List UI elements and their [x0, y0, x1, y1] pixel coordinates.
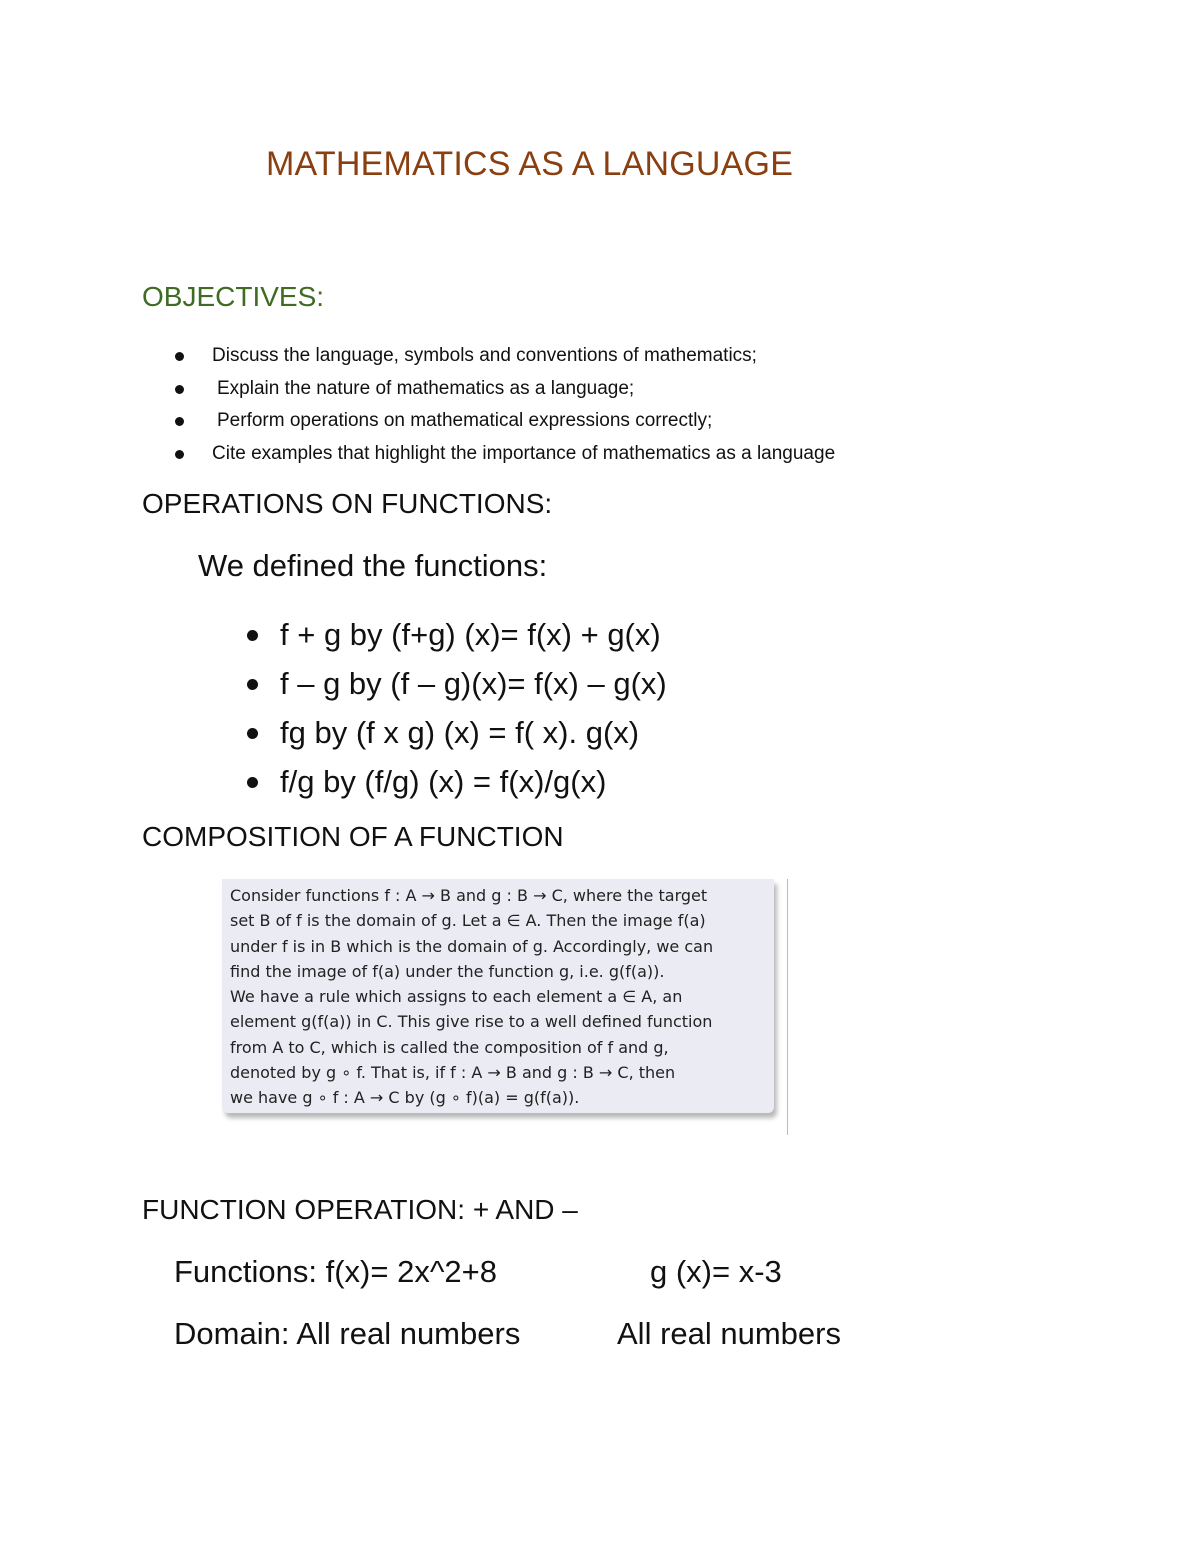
objective-item: Cite examples that highlight the importance of mathematics as a language [170, 438, 835, 471]
composition-line: under f is in B which is the domain of g. Accordingly, we can [230, 936, 714, 956]
functions-label: Functions: f(x)= 2x^2+8 [174, 1254, 497, 1289]
operations-heading: OPERATIONS ON FUNCTIONS: [142, 488, 553, 519]
composition-line: denoted by g ∘ f. That is, if f : A → B and g : B → C, then [230, 1063, 676, 1083]
operation-item: f – g by (f – g)(x)= f(x) – g(x) [244, 659, 667, 708]
operation-item: fg by (f x g) (x) = f( x). g(x) [244, 708, 667, 757]
page-title: MATHEMATICS AS A LANGUAGE [266, 145, 794, 183]
objective-item: Perform operations on mathematical expressions correctly; [170, 405, 835, 438]
composition-heading: COMPOSITION OF A FUNCTION [142, 821, 564, 852]
composition-line: we have g ∘ f : A → C by (g ∘ f)(a) = g(f(a)). [230, 1088, 580, 1108]
operation-item: f/g by (f/g) (x) = f(x)/g(x) [244, 757, 667, 806]
image-border-line [787, 879, 788, 1135]
operation-item: f + g by (f+g) (x)= f(x) + g(x) [244, 610, 667, 659]
g-function: g (x)= x-3 [650, 1254, 782, 1289]
objectives-list [170, 340, 835, 470]
operations-intro: We defined the functions: [198, 548, 548, 583]
composition-line: Consider functions f : A → B and g : B → C, where the target [230, 886, 708, 905]
objectives-heading: OBJECTIVES: [142, 281, 325, 312]
domain-label: Domain: All real numbers [174, 1316, 521, 1351]
g-domain: All real numbers [617, 1316, 841, 1351]
operations-list [244, 610, 667, 806]
composition-line: We have a rule which assigns to each element a ∈ A, an [230, 987, 683, 1007]
objective-item: Discuss the language, symbols and conventions of mathematics; [170, 340, 835, 373]
composition-line: find the image of f(a) under the function g, i.e. g(f(a)). [230, 961, 665, 981]
composition-line: element g(f(a)) in C. This give rise to a well defined function [230, 1012, 713, 1032]
objective-item: Explain the nature of mathematics as a language; [170, 373, 835, 406]
function-operation-heading: FUNCTION OPERATION: + AND – [142, 1194, 578, 1225]
composition-line: set B of f is the domain of g. Let a ∈ A. Then the image f(a) [230, 911, 706, 931]
composition-definition-box [222, 879, 774, 1113]
composition-line: from A to C, which is called the composition of f and g, [230, 1037, 669, 1057]
